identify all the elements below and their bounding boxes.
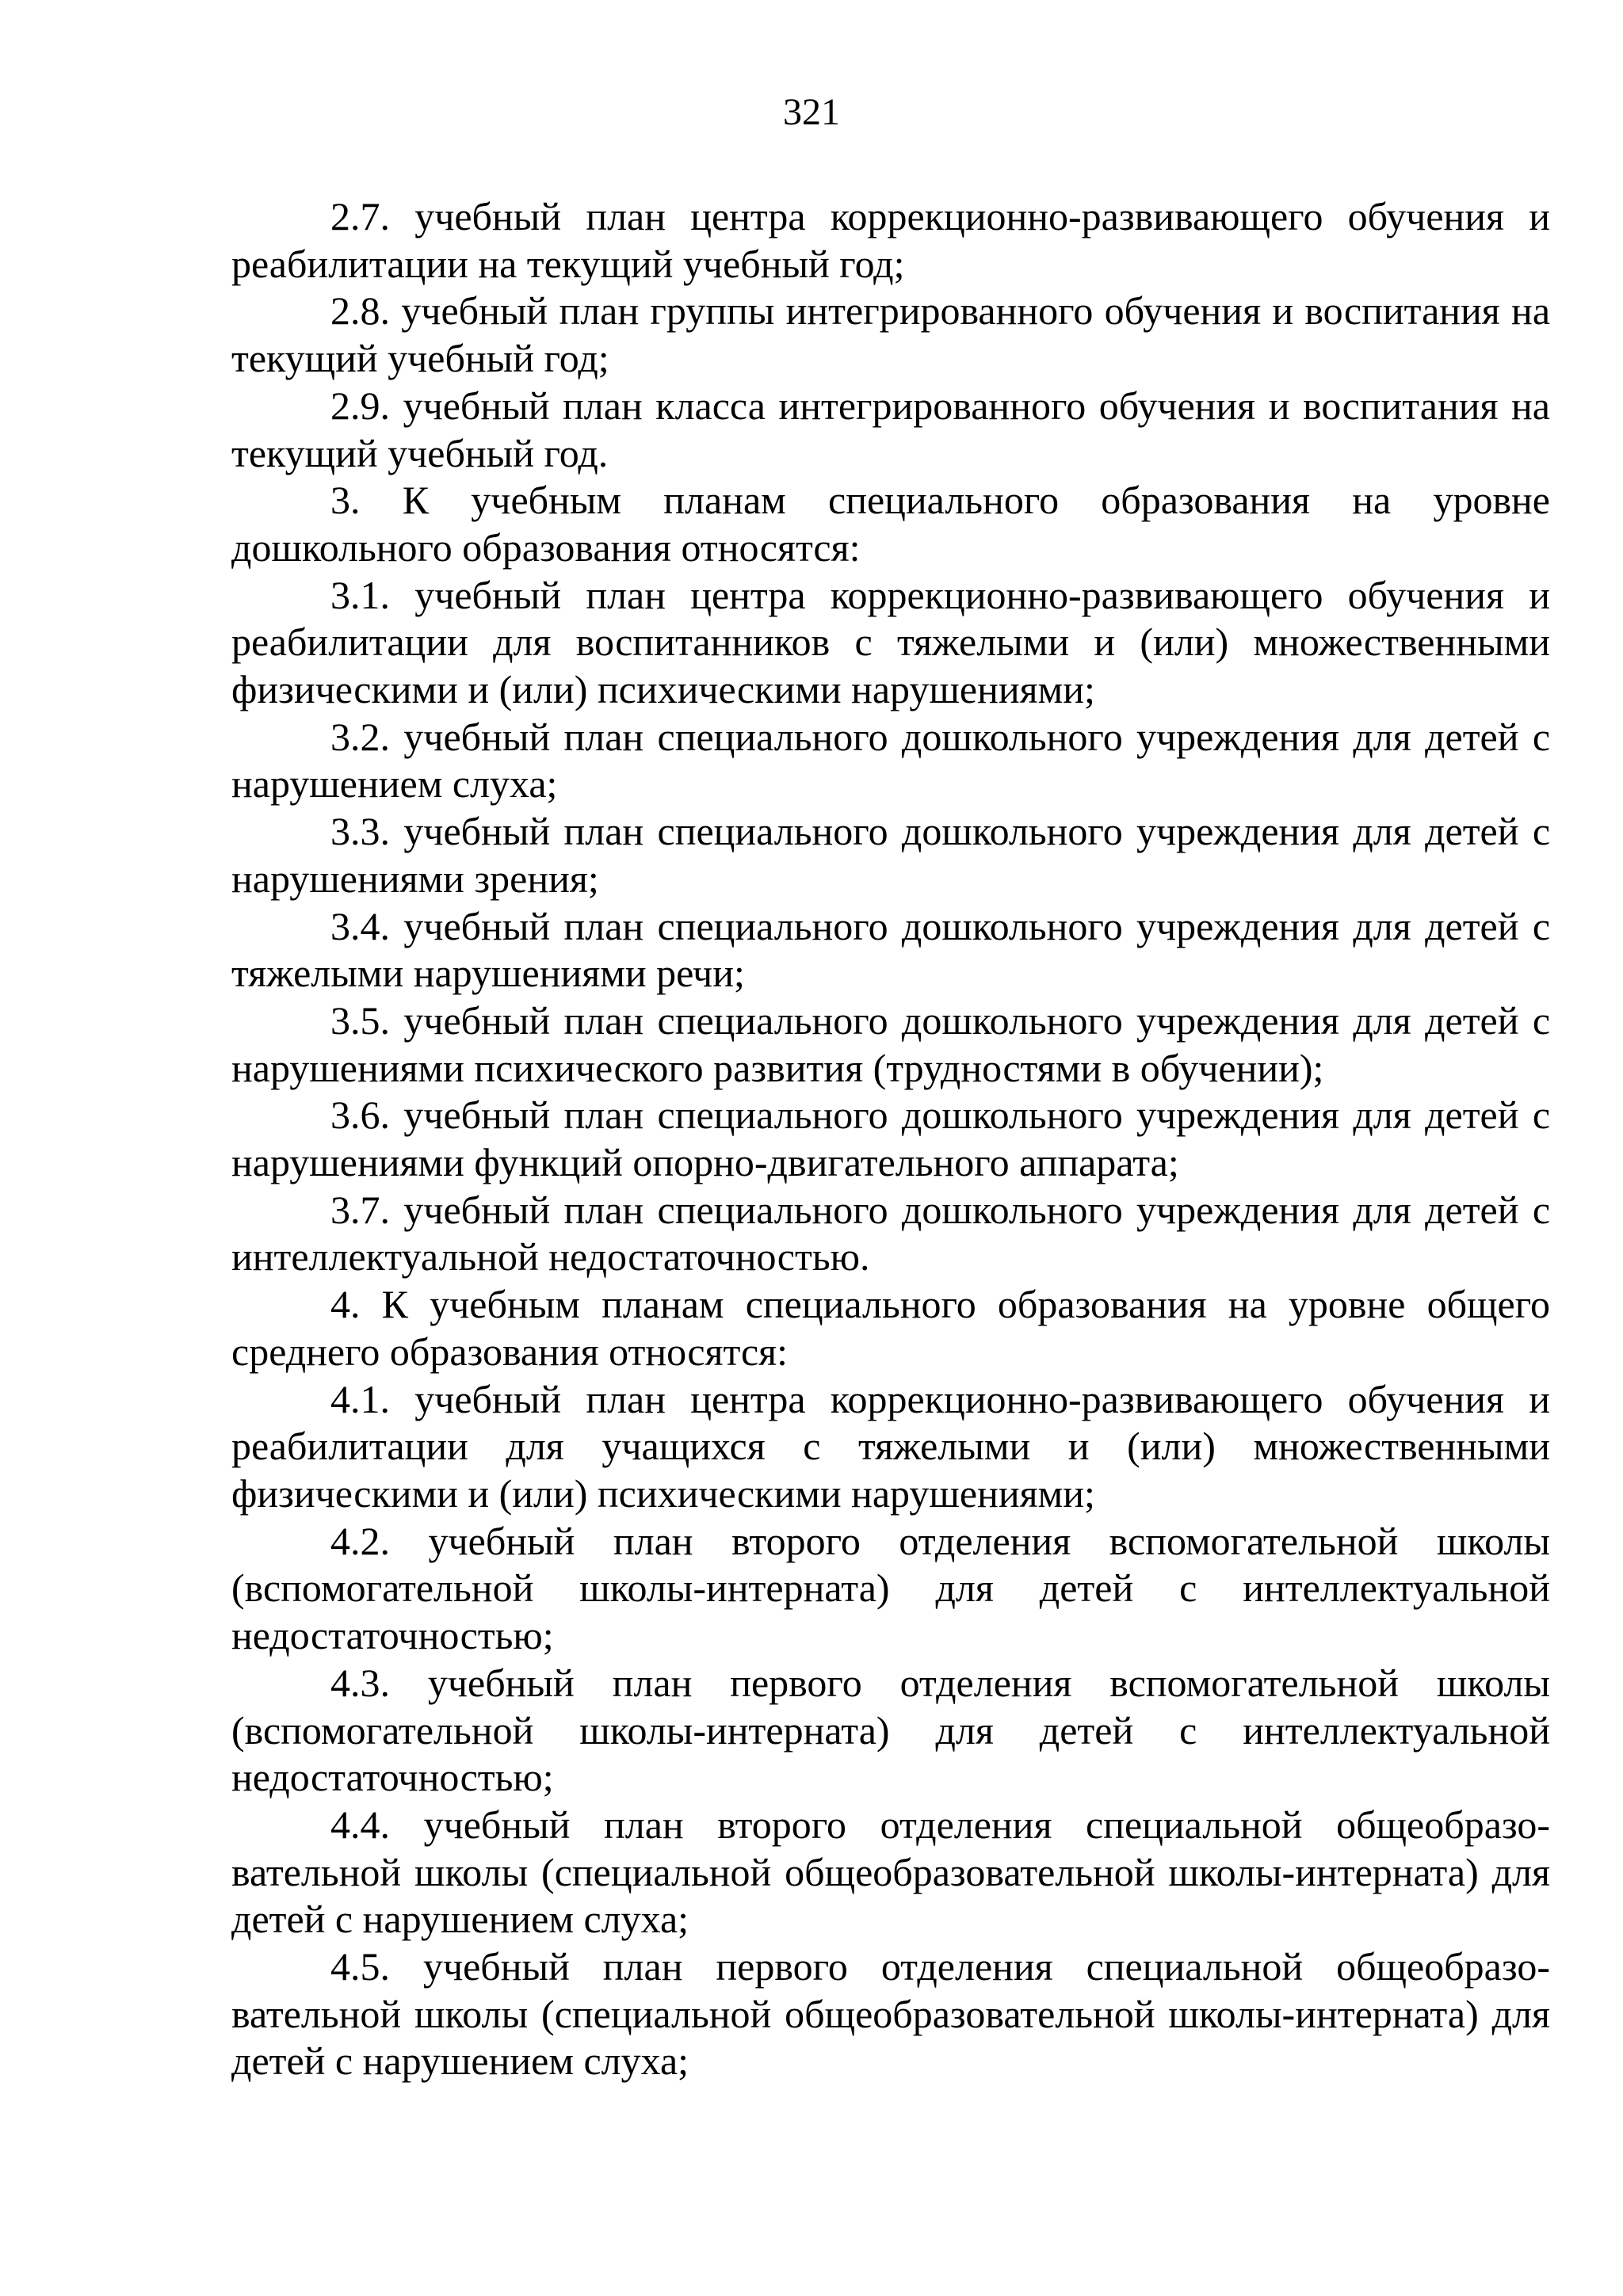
paragraph-number: 3.5. (330, 997, 390, 1043)
paragraph-number: 4.2. (330, 1518, 390, 1563)
paragraph-number: 4.5. (330, 1944, 390, 1989)
paragraph-text: учебный план второго отделения специальной общеобразовательной школы (специальной общеобразовательной школы-интерната) для детей с нарушением слуха; (231, 1802, 1550, 1942)
paragraph-3-2 (231, 714, 1550, 808)
paragraph-4-1 (231, 1376, 1550, 1518)
paragraph-number: 3. (330, 478, 361, 523)
paragraph-3-7 (231, 1187, 1550, 1281)
paragraph-2-7 (231, 193, 1550, 288)
paragraph-text: учебный план первого отделения вспомогательной школы (вспомогательной школы-интерната) для детей с интеллектуальной недостаточностью; (231, 1660, 1550, 1800)
paragraph-4-3 (231, 1660, 1550, 1802)
paragraph-number: 4.4. (330, 1802, 390, 1847)
paragraph-text: учебный план специального дошкольного учреждения для детей с нарушениями функций опорно-двигательного аппарата; (231, 1093, 1551, 1185)
paragraph-text: учебный план специального дошкольного учреждения для детей с нарушением слуха; (231, 714, 1551, 807)
paragraph-3-4 (231, 903, 1550, 997)
paragraph-text: учебный план специального дошкольного учреждения для детей с интеллектуальной недостаточностью. (231, 1187, 1551, 1280)
paragraph-number: 2.7. (330, 194, 390, 238)
paragraph-text: учебный план специального дошкольного учреждения для детей с нарушениями зрения; (231, 809, 1551, 901)
paragraph-3-3 (231, 808, 1550, 902)
paragraph-text: К учебным планам специального образования на уровне дошкольного образования относятся: (231, 478, 1551, 570)
paragraph-text: К учебным планам специального образования на уровне общего среднего образования относятся: (231, 1282, 1551, 1374)
paragraph-3 (231, 477, 1550, 571)
paragraph-text: учебный план второго отделения вспомогательной школы (вспомогательной школы-интерната) для детей с интеллектуальной недостаточностью; (231, 1518, 1550, 1658)
paragraph-number: 4.3. (330, 1660, 390, 1705)
paragraph-2-8 (231, 288, 1550, 382)
paragraph-number: 2.8. (330, 288, 390, 334)
paragraph-4 (231, 1281, 1550, 1375)
paragraph-text: учебный план специального дошкольного учреждения для детей с нарушениями психического развития (трудностями в обучении); (231, 997, 1551, 1090)
paragraph-number: 4.1. (330, 1376, 390, 1421)
paragraph-number: 3.4. (330, 903, 390, 948)
paragraph-number: 3.7. (330, 1187, 390, 1232)
paragraph-number: 3.3. (330, 809, 390, 854)
paragraph-number: 3.2. (330, 714, 390, 759)
paragraph-text: учебный план специального дошкольного учреждения для детей с тяжелыми нарушениями речи; (231, 903, 1551, 996)
paragraph-4-2 (231, 1518, 1550, 1660)
paragraph-text: учебный план центра коррекционно-развивающего обучения и реабилитации для воспитанников с тяжелыми и (или) множественными физическими и (или) психическими нарушениями; (231, 572, 1551, 712)
document-body (231, 193, 1550, 2085)
paragraph-3-5 (231, 997, 1550, 1092)
paragraph-3-6 (231, 1092, 1550, 1186)
paragraph-text: учебный план центра коррекционно-развивающего обучения и реабилитации на текущий учебный год; (231, 194, 1551, 286)
paragraph-number: 2.9. (330, 383, 390, 428)
paragraph-number: 3.6. (330, 1093, 390, 1138)
paragraph-number: 3.1. (330, 572, 390, 617)
paragraph-3-1 (231, 572, 1550, 714)
paragraph-number: 4. (330, 1282, 361, 1327)
paragraph-4-5 (231, 1943, 1550, 2085)
page-number: 321 (783, 91, 840, 133)
paragraph-2-9 (231, 383, 1550, 477)
paragraph-text: учебный план группы интегрированного обучения и воспитания на текущий учебный год; (231, 288, 1551, 381)
paragraph-4-4 (231, 1802, 1550, 1943)
paragraph-text: учебный план центра коррекционно-развивающего обучения и реабилитации для учащихся с тяжелыми и (или) множественными физическими и (или) психическими нарушениями; (231, 1376, 1551, 1516)
paragraph-text: учебный план класса интегрированного обучения и воспитания на текущий учебный год. (231, 383, 1550, 475)
paragraph-text: учебный план первого отделения специальной общеобразовательной школы (специальной общеобразовательной школы-интерната) для детей с нарушением слуха; (231, 1944, 1550, 2084)
